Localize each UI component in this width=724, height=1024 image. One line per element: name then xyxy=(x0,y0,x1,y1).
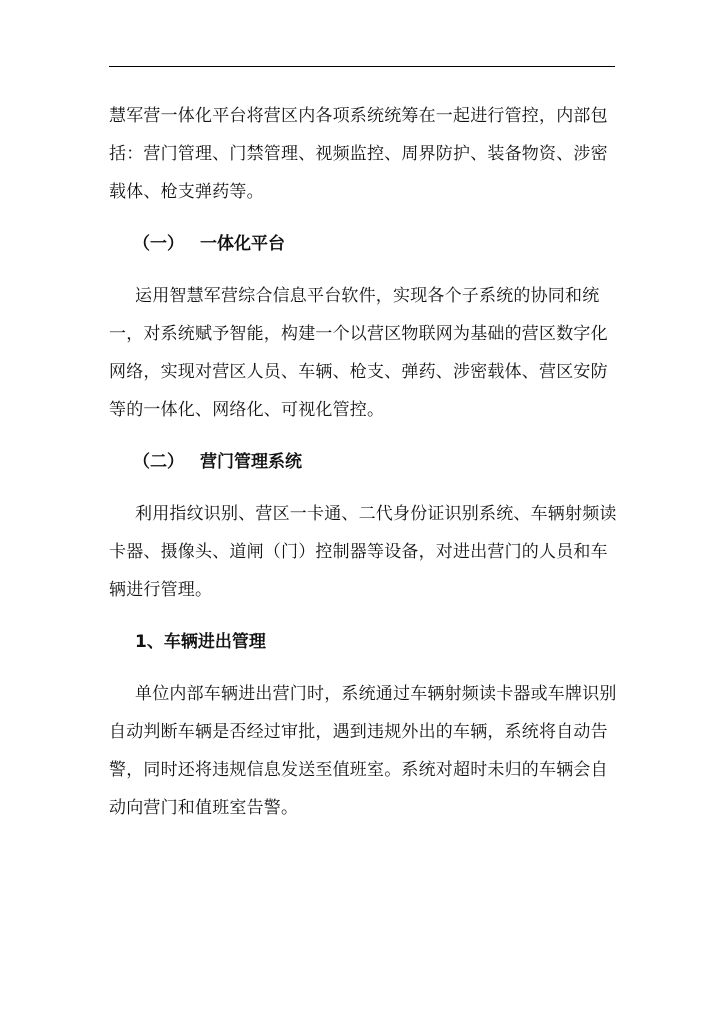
section-title-2: 营门管理系统 xyxy=(200,452,302,472)
subsection-heading-1: 1、车辆进出管理 xyxy=(135,632,266,652)
section-heading-2 xyxy=(109,443,619,481)
section-title-1: 一体化平台 xyxy=(200,234,285,254)
header-rule xyxy=(109,66,615,67)
section-1-paragraph: 运用智慧军营综合信息平台软件，实现各个子系统的协同和统一，对系统赋予智能，构建一个以营区物联网为基础的营区数字化网络，实现对营区人员、车辆、枪支、弹药、涉密载体、营区安防等的一体化、网络化、可视化管控。 xyxy=(109,286,608,420)
section-number-1: （一） xyxy=(133,234,184,254)
section-2-paragraph: 利用指纹识别、营区一卡通、二代身份证识别系统、车辆射频读卡器、摄像头、道闸（门）控制器等设备，对进出营门的人员和车辆进行管理。 xyxy=(109,504,617,600)
section-heading-1 xyxy=(109,225,619,263)
document-body xyxy=(109,97,619,827)
subsection-1-paragraph: 单位内部车辆进出营门时，系统通过车辆射频读卡器或车牌识别自动判断车辆是否经过审批，遇到违规外出的车辆，系统将自动告警，同时还将违规信息发送至值班室。系统对超时未归的车辆会自动向营门和值班室告警。 xyxy=(109,684,617,818)
section-number-2: （二） xyxy=(133,452,184,472)
intro-paragraph: 慧军营一体化平台将营区内各项系统统筹在一起进行管控，内部包括：营门管理、门禁管理、视频监控、周界防护、装备物资、涉密载体、枪支弹药等。 xyxy=(109,106,608,202)
